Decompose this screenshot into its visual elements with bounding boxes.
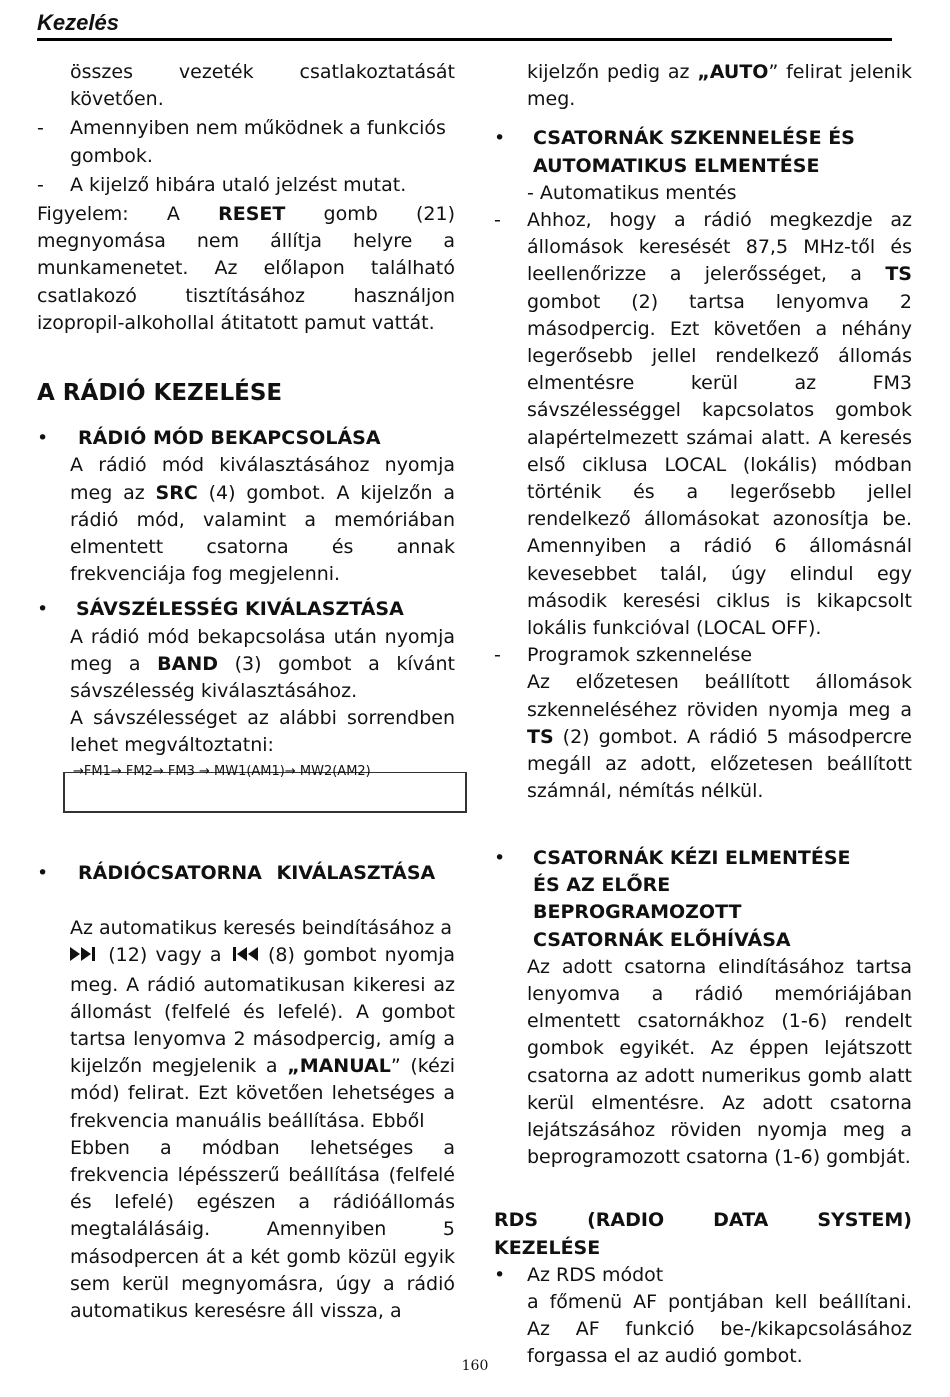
scan-heading: CSATORNÁK SZKENNELÉSE ÉS AUTOMATIKUS ELMENTÉSE: [533, 127, 855, 177]
channel-select-section: [37, 860, 455, 1325]
band-section: [37, 596, 455, 759]
intro-line: összes vezeték csatlakoztatását követően.: [70, 61, 455, 111]
band-heading: SÁVSZÉLESSÉG KIVÁLASZTÁSA: [76, 598, 404, 621]
bullet: •: [494, 1263, 506, 1286]
bullet: •: [37, 427, 49, 450]
channel-select-text-2: Ebben a módban lehetséges a frekvencia lépésszerű beállítása (felfelé és lefelé) egészen a rádióállomás megtalálásáig. Amennyiben 5 másodpercen át a két gomb közül egyik sem kerül megnyomásra, úgy a rádió automatikus keresésre áll vissza, a: [70, 1136, 455, 1323]
rds-heading: RDS (RADIO DATA SYSTEM) KEZELÉSE: [494, 1209, 912, 1259]
manual-store-section: [494, 845, 912, 1171]
flow-text: →FM1→ FM2→ FM3 → MW1(AM1)→ MW2(AM2): [73, 764, 371, 779]
page-number: 160: [461, 1358, 489, 1374]
rds-section: [494, 1262, 912, 1371]
program-scan-title: Programok szkennelése: [527, 644, 753, 667]
bullet: •: [494, 847, 506, 869]
section-title: A RÁDIÓ KEZELÉSE: [37, 380, 283, 407]
list-item-text: Amennyiben nem működnek a funkciós gombok.: [70, 117, 446, 167]
bullet: •: [494, 127, 506, 150]
reset-note: Figyelem: A RESET gomb (21) megnyomása nem állítja helyre a munkamenetet. Az előlapon található csatlakozó tisztításához használjon izopropil-alkohollal átitatott pamut vattát.: [37, 203, 455, 334]
left-column-lower: [37, 860, 455, 1325]
next-track-icon: [70, 944, 100, 971]
program-scan-text: Az előzetesen beállított állomások szkenneléséhez röviden nyomja meg a TS (2) gombot. A rádió 5 másodpercre megáll az adott, előzetesen beállított számnál, némítás nélkül.: [527, 671, 912, 803]
manual-store-text: Az adott csatorna elindításához tartsa lenyomva a rádió memóriájában elmentett csatornákhoz (1-6) rendelt gombok egyikét. Az éppen lejátszott csatorna az adott numerikus gomb alatt kerül elmentésre. Az adott csatorna lejátszásához röviden nyomja meg a beprogramozott csatorna (1-6) gombját.: [527, 955, 912, 1169]
bullet: •: [37, 862, 49, 884]
header-title: Kezelés: [37, 10, 119, 35]
band-flow-diagram: [63, 763, 463, 811]
scan-text: Ahhoz, hogy a rádió megkezdje az állomások keresését 87,5 MHz-től és leellenőrizze a jelerősséget, a TS gombot (2) tartsa lenyomva 2 másodpercig. Ezt követően a néhány legerősebb jellel rendelkező állomás elmentésre kerül az FM3 sávszélességgel kapcsolatos gombok alapértelmezett számai alatt. A keresés első ciklusa LOCAL (lokális) módban történik és a legerősebb jellel rendelkező állomásokat azonosítja be. Amennyiben a rádió 6 állomásnál kevesebbet talál, úgy elindul egy második keresési ciklus is kikapcsolt lokális funkcióval (LOCAL OFF).: [527, 209, 912, 640]
bullet: •: [37, 598, 49, 621]
list-item: - Ahhoz, hogy a rádió megkezdje az állomások keresését 87,5 MHz-től és leellenőrizze a jelerősséget, a TS gombot (2) tartsa lenyomva 2 másodpercig. Ezt követően a néhány legerősebb jellel rendelkező állomás elmentésre kerül az FM3 sávszélességgel kapcsolatos gombok alapértelmezett számai alatt. A keresés első ciklusa LOCAL (lokális) módban történik és a legerősebb jellel rendelkező állomásokat azonosítja be. Amennyiben a rádió 6 állomásnál kevesebbet talál, úgy elindul egy második keresési ciklus is kikapcsolt lokális funkcióval (LOCAL OFF).: [494, 207, 912, 642]
list-item: - Amennyiben nem működnek a funkciós gombok.: [37, 115, 455, 169]
band-text-2: A sávszélességet az alábbi sorrendben lehet megváltoztatni:: [70, 707, 455, 757]
list-item-text: A kijelző hibára utaló jelzést mutat.: [70, 173, 407, 196]
left-column: [37, 59, 455, 760]
auto-line: kijelzőn pedig az „AUTO” felirat jelenik meg.: [527, 61, 912, 111]
radio-mode-section: [37, 425, 455, 588]
scan-section: [494, 125, 912, 207]
channel-select-heading: RÁDIÓCSATORNA KIVÁLASZTÁSA: [78, 862, 436, 884]
rds-item-title: Az RDS módot: [527, 1263, 664, 1286]
channel-select-text: Az automatikus keresés beindításához a (12) vagy a (8) gombot nyomja meg. A rádió automatikusan kikeresi az állomást (felfelé és lefelé). A gombot tartsa lenyomva 2 másodpercig, amíg a kijelzőn megjelenik a „MANUAL” (kézi mód) felirat. Ezt követően lehetséges a frekvencia manuális beállítása. Ebből: [70, 917, 456, 1132]
right-column-lower: [494, 845, 912, 1371]
manual-store-heading: CSATORNÁK KÉZI ELMENTÉSE ÉS AZ ELŐRE BEPROGRAMOZOTT CSATORNÁK ELŐHÍVÁSA: [533, 847, 851, 951]
band-text: A rádió mód bekapcsolása után nyomja meg a BAND (3) gombot a kívánt sávszélesség kiválasztásához.: [70, 625, 455, 703]
radio-mode-heading: RÁDIÓ MÓD BEKAPCSOLÁSA: [78, 427, 381, 450]
list-item: - A kijelző hibára utaló jelzést mutat.: [37, 172, 455, 199]
previous-track-icon: [230, 944, 260, 971]
page-header: [37, 8, 892, 41]
right-column: [494, 59, 912, 805]
list-item: - Programok szkennelése Az előzetesen beállított állomások szkenneléséhez röviden nyomja meg a TS (2) gombot. A rádió 5 másodpercre megáll az adott, előzetesen beállított számnál, némítás nélkül.: [494, 642, 912, 805]
scan-subheading: - Automatikus mentés: [527, 181, 737, 204]
rds-item-text: a főmenü AF pontjában kell beállítani. Az AF funkció be-/kikapcsolásához forgassa el az audió gombot.: [527, 1291, 912, 1368]
radio-mode-text: A rádió mód kiválasztásához nyomja meg az SRC (4) gombot. A kijelzőn a rádió mód, valamint a memóriában elmentett csatorna és annak frekvenciája fog megjelenni.: [70, 454, 455, 586]
